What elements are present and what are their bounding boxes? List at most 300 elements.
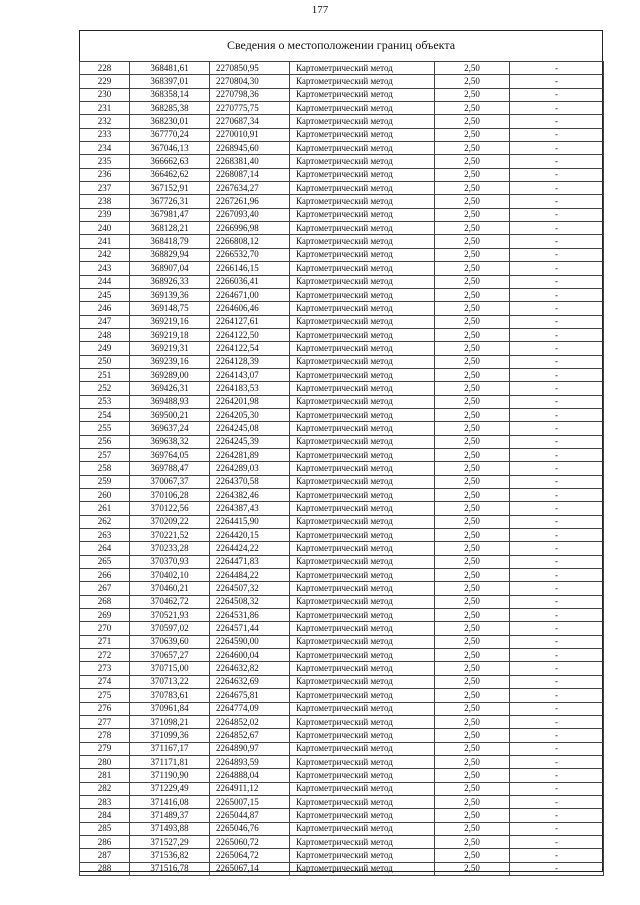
x-coordinate-cell: 367046,13 [130, 142, 210, 155]
description-cell: - [510, 729, 604, 742]
table-row [80, 702, 604, 715]
accuracy-cell: 2,50 [435, 328, 510, 341]
description-cell: - [510, 368, 604, 381]
y-coordinate-cell: 2265046,76 [210, 822, 290, 835]
y-coordinate-cell: 2264632,69 [210, 675, 290, 688]
y-coordinate-cell: 2264671,00 [210, 288, 290, 301]
method-cell: Картометрический метод [290, 128, 435, 141]
table-row [80, 555, 604, 568]
y-coordinate-cell: 2264127,61 [210, 315, 290, 328]
y-coordinate-cell: 2264289,03 [210, 462, 290, 475]
table-row [80, 288, 604, 301]
x-coordinate-cell: 366462,62 [130, 168, 210, 181]
method-cell: Картометрический метод [290, 435, 435, 448]
description-cell: - [510, 142, 604, 155]
accuracy-cell: 2,50 [435, 822, 510, 835]
accuracy-cell: 2,50 [435, 529, 510, 542]
accuracy-cell: 2,50 [435, 662, 510, 675]
x-coordinate-cell: 370639,60 [130, 635, 210, 648]
y-coordinate-cell: 2264507,32 [210, 582, 290, 595]
accuracy-cell: 2,50 [435, 595, 510, 608]
description-cell: - [510, 835, 604, 848]
point-number-cell: 241 [80, 235, 130, 248]
point-number-cell: 253 [80, 395, 130, 408]
accuracy-cell: 2,50 [435, 515, 510, 528]
description-cell: - [510, 355, 604, 368]
table-row [80, 475, 604, 488]
method-cell: Картометрический метод [290, 555, 435, 568]
accuracy-cell: 2,50 [435, 542, 510, 555]
method-cell: Картометрический метод [290, 102, 435, 115]
description-cell: - [510, 569, 604, 582]
table-row [80, 729, 604, 742]
point-number-cell: 239 [80, 208, 130, 221]
table-row [80, 302, 604, 315]
method-cell: Картометрический метод [290, 462, 435, 475]
x-coordinate-cell: 369788,47 [130, 462, 210, 475]
point-number-cell: 261 [80, 502, 130, 515]
point-number-cell: 255 [80, 422, 130, 435]
description-cell: - [510, 715, 604, 728]
description-cell: - [510, 182, 604, 195]
y-coordinate-cell: 2264420,15 [210, 529, 290, 542]
accuracy-cell: 2,50 [435, 115, 510, 128]
table-row [80, 155, 604, 168]
point-number-cell: 281 [80, 769, 130, 782]
y-coordinate-cell: 2264387,43 [210, 502, 290, 515]
accuracy-cell: 2,50 [435, 582, 510, 595]
x-coordinate-cell: 371098,21 [130, 715, 210, 728]
x-coordinate-cell: 370462,72 [130, 595, 210, 608]
table-row [80, 755, 604, 768]
method-cell: Картометрический метод [290, 809, 435, 822]
method-cell: Картометрический метод [290, 302, 435, 315]
point-number-cell: 268 [80, 595, 130, 608]
accuracy-cell: 2,50 [435, 849, 510, 862]
table-row [80, 529, 604, 542]
y-coordinate-cell: 2264382,46 [210, 489, 290, 502]
point-number-cell: 284 [80, 809, 130, 822]
accuracy-cell: 2,50 [435, 168, 510, 181]
method-cell: Картометрический метод [290, 448, 435, 461]
method-cell: Картометрический метод [290, 609, 435, 622]
method-cell: Картометрический метод [290, 408, 435, 421]
y-coordinate-cell: 2264424,22 [210, 542, 290, 555]
table-row [80, 368, 604, 381]
method-cell: Картометрический метод [290, 195, 435, 208]
table-row [80, 662, 604, 675]
point-number-cell: 262 [80, 515, 130, 528]
point-number-cell: 251 [80, 368, 130, 381]
table-row [80, 315, 604, 328]
x-coordinate-cell: 369219,16 [130, 315, 210, 328]
method-cell: Картометрический метод [290, 689, 435, 702]
point-number-cell: 249 [80, 342, 130, 355]
table-row [80, 582, 604, 595]
accuracy-cell: 2,50 [435, 88, 510, 101]
point-number-cell: 280 [80, 755, 130, 768]
table-row [80, 595, 604, 608]
y-coordinate-cell: 2264571,44 [210, 622, 290, 635]
y-coordinate-cell: 2264183,53 [210, 382, 290, 395]
table-row [80, 515, 604, 528]
table-row [80, 422, 604, 435]
method-cell: Картометрический метод [290, 395, 435, 408]
method-cell: Картометрический метод [290, 622, 435, 635]
description-cell: - [510, 168, 604, 181]
point-number-cell: 247 [80, 315, 130, 328]
point-number-cell: 279 [80, 742, 130, 755]
description-cell: - [510, 382, 604, 395]
description-cell: - [510, 315, 604, 328]
method-cell: Картометрический метод [290, 635, 435, 648]
table-row [80, 168, 604, 181]
description-cell: - [510, 702, 604, 715]
point-number-cell: 264 [80, 542, 130, 555]
accuracy-cell: 2,50 [435, 75, 510, 88]
table-row [80, 355, 604, 368]
method-cell: Картометрический метод [290, 248, 435, 261]
accuracy-cell: 2,50 [435, 142, 510, 155]
table-row [80, 609, 604, 622]
x-coordinate-cell: 368418,79 [130, 235, 210, 248]
description-cell: - [510, 742, 604, 755]
point-number-cell: 248 [80, 328, 130, 341]
y-coordinate-cell: 2264484,22 [210, 569, 290, 582]
point-number-cell: 243 [80, 262, 130, 275]
x-coordinate-cell: 370521,93 [130, 609, 210, 622]
x-coordinate-cell: 370713,22 [130, 675, 210, 688]
point-number-cell: 236 [80, 168, 130, 181]
x-coordinate-cell: 370209,22 [130, 515, 210, 528]
method-cell: Картометрический метод [290, 862, 435, 875]
point-number-cell: 265 [80, 555, 130, 568]
table-row [80, 435, 604, 448]
description-cell: - [510, 155, 604, 168]
coordinates-table-body [80, 62, 604, 876]
table-row [80, 715, 604, 728]
method-cell: Картометрический метод [290, 702, 435, 715]
y-coordinate-cell: 2268945,60 [210, 142, 290, 155]
table-row [80, 769, 604, 782]
table-row [80, 502, 604, 515]
y-coordinate-cell: 2266036,41 [210, 275, 290, 288]
x-coordinate-cell: 370460,21 [130, 582, 210, 595]
x-coordinate-cell: 371190,90 [130, 769, 210, 782]
table-row [80, 248, 604, 261]
x-coordinate-cell: 369289,00 [130, 368, 210, 381]
accuracy-cell: 2,50 [435, 555, 510, 568]
x-coordinate-cell: 370233,28 [130, 542, 210, 555]
y-coordinate-cell: 2264122,54 [210, 342, 290, 355]
accuracy-cell: 2,50 [435, 569, 510, 582]
x-coordinate-cell: 371416,08 [130, 795, 210, 808]
accuracy-cell: 2,50 [435, 408, 510, 421]
y-coordinate-cell: 2264852,02 [210, 715, 290, 728]
method-cell: Картометрический метод [290, 208, 435, 221]
point-number-cell: 244 [80, 275, 130, 288]
accuracy-cell: 2,50 [435, 155, 510, 168]
description-cell: - [510, 675, 604, 688]
method-cell: Картометрический метод [290, 675, 435, 688]
accuracy-cell: 2,50 [435, 475, 510, 488]
description-cell: - [510, 262, 604, 275]
method-cell: Картометрический метод [290, 62, 435, 75]
y-coordinate-cell: 2264890,97 [210, 742, 290, 755]
method-cell: Картометрический метод [290, 475, 435, 488]
accuracy-cell: 2,50 [435, 102, 510, 115]
y-coordinate-cell: 2264143,07 [210, 368, 290, 381]
description-cell: - [510, 595, 604, 608]
accuracy-cell: 2,50 [435, 208, 510, 221]
x-coordinate-cell: 371229,49 [130, 782, 210, 795]
point-number-cell: 257 [80, 448, 130, 461]
method-cell: Картометрический метод [290, 849, 435, 862]
description-cell: - [510, 502, 604, 515]
x-coordinate-cell: 370657,27 [130, 649, 210, 662]
table-row [80, 542, 604, 555]
x-coordinate-cell: 367770,24 [130, 128, 210, 141]
table-row [80, 849, 604, 862]
y-coordinate-cell: 2266996,98 [210, 222, 290, 235]
point-number-cell: 237 [80, 182, 130, 195]
x-coordinate-cell: 371527,29 [130, 835, 210, 848]
method-cell: Картометрический метод [290, 235, 435, 248]
point-number-cell: 287 [80, 849, 130, 862]
method-cell: Картометрический метод [290, 75, 435, 88]
description-cell: - [510, 448, 604, 461]
x-coordinate-cell: 368285,38 [130, 102, 210, 115]
method-cell: Картометрический метод [290, 502, 435, 515]
description-cell: - [510, 422, 604, 435]
coordinates-table [79, 61, 604, 876]
accuracy-cell: 2,50 [435, 262, 510, 275]
x-coordinate-cell: 369638,32 [130, 435, 210, 448]
point-number-cell: 231 [80, 102, 130, 115]
x-coordinate-cell: 371489,37 [130, 809, 210, 822]
method-cell: Картометрический метод [290, 835, 435, 848]
method-cell: Картометрический метод [290, 755, 435, 768]
x-coordinate-cell: 371493,88 [130, 822, 210, 835]
x-coordinate-cell: 369500,21 [130, 408, 210, 421]
description-cell: - [510, 489, 604, 502]
point-number-cell: 271 [80, 635, 130, 648]
y-coordinate-cell: 2264774,09 [210, 702, 290, 715]
method-cell: Картометрический метод [290, 769, 435, 782]
table-row [80, 635, 604, 648]
accuracy-cell: 2,50 [435, 302, 510, 315]
method-cell: Картометрический метод [290, 542, 435, 555]
method-cell: Картометрический метод [290, 795, 435, 808]
method-cell: Картометрический метод [290, 382, 435, 395]
accuracy-cell: 2,50 [435, 635, 510, 648]
description-cell: - [510, 622, 604, 635]
page-number: 177 [311, 4, 329, 16]
y-coordinate-cell: 2264281,89 [210, 448, 290, 461]
table-row [80, 622, 604, 635]
x-coordinate-cell: 368907,04 [130, 262, 210, 275]
point-number-cell: 235 [80, 155, 130, 168]
description-cell: - [510, 462, 604, 475]
point-number-cell: 269 [80, 609, 130, 622]
method-cell: Картометрический метод [290, 182, 435, 195]
x-coordinate-cell: 368128,21 [130, 222, 210, 235]
x-coordinate-cell: 370221,52 [130, 529, 210, 542]
table-row [80, 408, 604, 421]
point-number-cell: 250 [80, 355, 130, 368]
x-coordinate-cell: 370597,02 [130, 622, 210, 635]
x-coordinate-cell: 369239,16 [130, 355, 210, 368]
accuracy-cell: 2,50 [435, 235, 510, 248]
description-cell: - [510, 582, 604, 595]
y-coordinate-cell: 2264852,67 [210, 729, 290, 742]
table-row [80, 208, 604, 221]
accuracy-cell: 2,50 [435, 622, 510, 635]
point-number-cell: 229 [80, 75, 130, 88]
method-cell: Картометрический метод [290, 368, 435, 381]
table-row [80, 275, 604, 288]
description-cell: - [510, 795, 604, 808]
method-cell: Картометрический метод [290, 782, 435, 795]
description-cell: - [510, 208, 604, 221]
x-coordinate-cell: 371099,36 [130, 729, 210, 742]
y-coordinate-cell: 2265060,72 [210, 835, 290, 848]
method-cell: Картометрический метод [290, 822, 435, 835]
description-cell: - [510, 809, 604, 822]
description-cell: - [510, 542, 604, 555]
method-cell: Картометрический метод [290, 649, 435, 662]
accuracy-cell: 2,50 [435, 288, 510, 301]
accuracy-cell: 2,50 [435, 368, 510, 381]
y-coordinate-cell: 2264590,00 [210, 635, 290, 648]
description-cell: - [510, 529, 604, 542]
accuracy-cell: 2,50 [435, 742, 510, 755]
description-cell: - [510, 222, 604, 235]
table-row [80, 489, 604, 502]
point-number-cell: 233 [80, 128, 130, 141]
accuracy-cell: 2,50 [435, 715, 510, 728]
table-row [80, 142, 604, 155]
x-coordinate-cell: 369637,24 [130, 422, 210, 435]
point-number-cell: 240 [80, 222, 130, 235]
y-coordinate-cell: 2264893,59 [210, 755, 290, 768]
y-coordinate-cell: 2267093,40 [210, 208, 290, 221]
accuracy-cell: 2,50 [435, 182, 510, 195]
description-cell: - [510, 822, 604, 835]
x-coordinate-cell: 369426,31 [130, 382, 210, 395]
y-coordinate-cell: 2264205,30 [210, 408, 290, 421]
accuracy-cell: 2,50 [435, 128, 510, 141]
point-number-cell: 274 [80, 675, 130, 688]
y-coordinate-cell: 2264245,39 [210, 435, 290, 448]
point-number-cell: 260 [80, 489, 130, 502]
y-coordinate-cell: 2264675,81 [210, 689, 290, 702]
method-cell: Картометрический метод [290, 315, 435, 328]
y-coordinate-cell: 2264911,12 [210, 782, 290, 795]
point-number-cell: 282 [80, 782, 130, 795]
method-cell: Картометрический метод [290, 168, 435, 181]
y-coordinate-cell: 2264471,83 [210, 555, 290, 568]
y-coordinate-cell: 2267261,96 [210, 195, 290, 208]
x-coordinate-cell: 370961,84 [130, 702, 210, 715]
x-coordinate-cell: 369219,31 [130, 342, 210, 355]
x-coordinate-cell: 368829,94 [130, 248, 210, 261]
point-number-cell: 259 [80, 475, 130, 488]
point-number-cell: 238 [80, 195, 130, 208]
method-cell: Картометрический метод [290, 355, 435, 368]
y-coordinate-cell: 2268381,40 [210, 155, 290, 168]
description-cell: - [510, 302, 604, 315]
point-number-cell: 228 [80, 62, 130, 75]
method-cell: Картометрический метод [290, 489, 435, 502]
table-row [80, 822, 604, 835]
point-number-cell: 245 [80, 288, 130, 301]
description-cell: - [510, 62, 604, 75]
table-row [80, 835, 604, 848]
accuracy-cell: 2,50 [435, 809, 510, 822]
y-coordinate-cell: 2270798,36 [210, 88, 290, 101]
accuracy-cell: 2,50 [435, 649, 510, 662]
accuracy-cell: 2,50 [435, 435, 510, 448]
table-row [80, 382, 604, 395]
x-coordinate-cell: 371516,78 [130, 862, 210, 875]
method-cell: Картометрический метод [290, 88, 435, 101]
accuracy-cell: 2,50 [435, 448, 510, 461]
table-row [80, 182, 604, 195]
method-cell: Картометрический метод [290, 275, 435, 288]
y-coordinate-cell: 2266808,12 [210, 235, 290, 248]
method-cell: Картометрический метод [290, 569, 435, 582]
method-cell: Картометрический метод [290, 715, 435, 728]
description-cell: - [510, 88, 604, 101]
point-number-cell: 234 [80, 142, 130, 155]
method-cell: Картометрический метод [290, 582, 435, 595]
accuracy-cell: 2,50 [435, 355, 510, 368]
table-row [80, 782, 604, 795]
accuracy-cell: 2,50 [435, 729, 510, 742]
description-cell: - [510, 515, 604, 528]
point-number-cell: 246 [80, 302, 130, 315]
accuracy-cell: 2,50 [435, 422, 510, 435]
y-coordinate-cell: 2264370,58 [210, 475, 290, 488]
x-coordinate-cell: 370783,61 [130, 689, 210, 702]
y-coordinate-cell: 2265067,14 [210, 862, 290, 875]
method-cell: Картометрический метод [290, 422, 435, 435]
table-title: Сведения о местоположении границ объекта [226, 38, 456, 52]
x-coordinate-cell: 371536,82 [130, 849, 210, 862]
description-cell: - [510, 755, 604, 768]
accuracy-cell: 2,50 [435, 222, 510, 235]
method-cell: Картометрический метод [290, 155, 435, 168]
description-cell: - [510, 555, 604, 568]
table-row [80, 115, 604, 128]
description-cell: - [510, 288, 604, 301]
table-row [80, 328, 604, 341]
accuracy-cell: 2,50 [435, 248, 510, 261]
x-coordinate-cell: 371171,81 [130, 755, 210, 768]
accuracy-cell: 2,50 [435, 62, 510, 75]
point-number-cell: 252 [80, 382, 130, 395]
y-coordinate-cell: 2264600,04 [210, 649, 290, 662]
y-coordinate-cell: 2264606,46 [210, 302, 290, 315]
point-number-cell: 270 [80, 622, 130, 635]
description-cell: - [510, 689, 604, 702]
description-cell: - [510, 769, 604, 782]
accuracy-cell: 2,50 [435, 782, 510, 795]
table-row [80, 88, 604, 101]
method-cell: Картометрический метод [290, 742, 435, 755]
accuracy-cell: 2,50 [435, 702, 510, 715]
